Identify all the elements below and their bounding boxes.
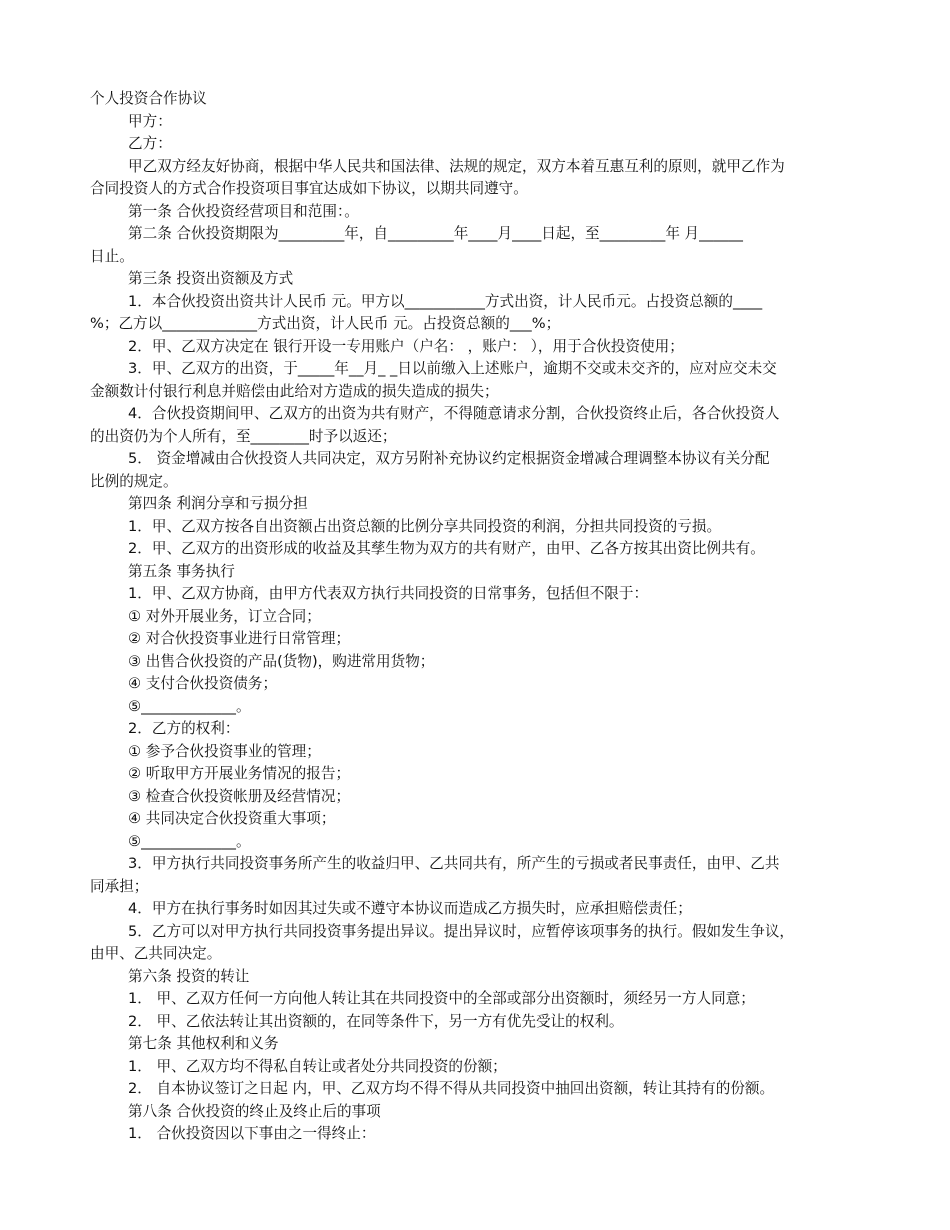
paragraph-line: 4．甲方在执行事务时如因其过失或不遵守本协议而造成乙方损失时，应承担赔偿责任；: [128, 900, 692, 917]
paragraph-line: 由甲、乙共同决定。: [90, 945, 222, 962]
paragraph-line: 第四条 利润分享和亏损分担: [128, 495, 308, 512]
paragraph-line: 5． 资金增减由合伙投资人共同决定，双方另附补充协议约定根据资金增减合理调整本协议有关分配: [128, 450, 770, 467]
paragraph-line: 2．甲、乙双方决定在 银行开设一专用账户（户名： ，账户： ），用于合伙投资使用；: [128, 337, 684, 355]
paragraph-line: 1．甲、乙双方按各自出资额占出资总额的比例分享共同投资的利润，分担共同投资的亏损。: [128, 517, 722, 535]
paragraph-line: 2．甲、乙双方的出资形成的收益及其孳生物为双方的共有财产，由甲、乙各方按其出资比例共有。: [128, 540, 765, 557]
paragraph-line: 第八条 合伙投资的终止及终止后的事项: [128, 1102, 381, 1120]
paragraph-line: 2．乙方的权利：: [128, 720, 240, 737]
paragraph-line: ② 对合伙投资事业进行日常管理；: [128, 630, 351, 647]
paragraph-line: 4．合伙投资期间甲、乙双方的出资为共有财产，不得随意请求分割，合伙投资终止后，各合伙投资人: [128, 405, 780, 422]
paragraph-line: 比例的规定。: [90, 472, 178, 490]
paragraph-line: ③ 出售合伙投资的产品(货物)，购进常用货物；: [128, 652, 435, 670]
paragraph-line: 金额数计付银行利息并赔偿由此给对方造成的损失造成的损失；: [90, 382, 499, 400]
paragraph-line: 甲乙双方经友好协商，根据中华人民共和国法律、法规的规定，双方本着互惠互利的原则，就甲乙作为: [128, 157, 785, 175]
paragraph-line: ① 参予合伙投资事业的管理；: [128, 742, 321, 760]
document-title: 个人投资合作协议: [90, 90, 207, 107]
paragraph-line: 1． 甲、乙双方均不得私自转让或者处分共同投资的份额；: [128, 1057, 507, 1075]
paragraph-line: 甲方：: [128, 112, 172, 130]
paragraph-line: ④ 共同决定合伙投资重大事项；: [128, 810, 336, 827]
paragraph-line: %；乙方以_____________方式出资，计人民币 元。占投资总额的___%；: [90, 315, 561, 332]
paragraph-line: ③ 检查合伙投资帐册及经营情况；: [128, 787, 351, 805]
paragraph-line: 日止。: [90, 247, 134, 265]
paragraph-line: 第一条 合伙投资经营项目和范围：。: [128, 202, 359, 220]
paragraph-line: ④ 支付合伙投资债务；: [128, 675, 278, 692]
paragraph-line: ⑤_____________。: [128, 832, 251, 850]
paragraph-line: 1．甲、乙双方协商，由甲方代表双方执行共同投资的日常事务，包括但不限于：: [128, 585, 649, 602]
paragraph-line: 3．甲、乙双方的出资，于_____年__月_ _日以前缴入上述账户，逾期不交或未交齐的，应对应交未交: [128, 360, 777, 377]
paragraph-line: 5．乙方可以对甲方执行共同投资事务提出异议。提出异议时，应暂停该项事务的执行。假如发生争议，: [128, 922, 795, 940]
paragraph-line: ② 听取甲方开展业务情况的报告；: [128, 765, 351, 782]
paragraph-line: 1． 甲、乙双方任何一方向他人转让其在共同投资中的全部或部分出资额时，须经另一方人同意；: [128, 990, 755, 1007]
paragraph-line: 3．甲方执行共同投资事务所产生的收益归甲、乙共同共有，所产生的亏损或者民事责任，由甲、乙共: [128, 855, 780, 872]
paragraph-line: ① 对外开展业务，订立合同；: [128, 607, 321, 625]
paragraph-line: 第二条 合伙投资期限为_________年，自_________年____月____日起，至_________年 月______: [128, 225, 743, 242]
paragraph-line: 1．本合伙投资出资共计人民币 元。甲方以___________方式出资，计人民币元。占投资总额的____: [128, 292, 763, 310]
paragraph-line: 第三条 投资出资额及方式: [128, 270, 294, 287]
paragraph-line: 乙方：: [128, 135, 172, 152]
paragraph-line: 2． 自本协议签订之日起 内，甲、乙双方均不得不得从共同投资中抽回出资额，转让其持有的份额。: [128, 1080, 775, 1097]
paragraph-line: 合同投资人的方式合作投资项目事宜达成如下协议，以期共同遵守。: [90, 180, 528, 197]
paragraph-line: 2． 甲、乙依法转让其出资额的，在同等条件下，另一方有优先受让的权利。: [128, 1012, 624, 1030]
paragraph-line: 的出资仍为个人所有，至________时予以返还；: [90, 427, 397, 445]
paragraph-line: 同承担；: [90, 877, 149, 895]
paragraph-line: 第六条 投资的转让: [128, 967, 250, 985]
paragraph-line: ⑤_____________。: [128, 697, 251, 715]
paragraph-line: 1． 合伙投资因以下事由之一得终止：: [128, 1125, 376, 1142]
paragraph-line: 第七条 其他权利和义务: [128, 1035, 279, 1052]
paragraph-line: 第五条 事务执行: [128, 562, 235, 580]
document-body: [90, 111, 862, 1146]
